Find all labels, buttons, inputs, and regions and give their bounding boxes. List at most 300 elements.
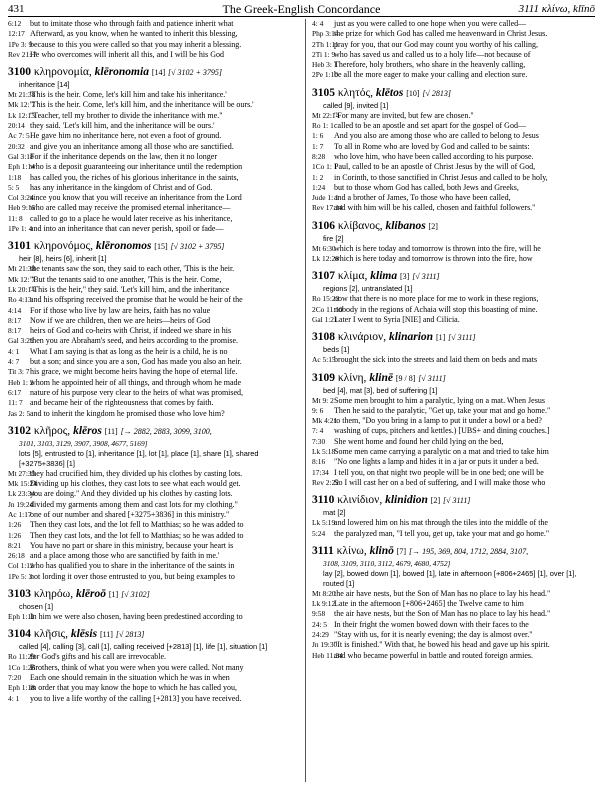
verse-line [8, 111, 300, 121]
verse-line [312, 19, 595, 29]
entry-number: 3109 [312, 371, 335, 384]
entry-number: 3104 [8, 628, 31, 641]
verse-text: So I will cast her on a bed of suffering, and I will make those who [334, 477, 546, 487]
verse-text: one of our number and shared [+3275+3836] in this ministry." [30, 509, 230, 519]
verse-text: "It is finished." With that, he bowed his head and gave up his spirit. [334, 640, 550, 650]
verse-ref: 4: 4 [312, 19, 324, 28]
verse-line [8, 663, 300, 673]
verse-ref: 2Ti 1: 9 [312, 49, 336, 59]
cross-reference: [→ 2882, 2883, 3099, 3100, [120, 426, 212, 436]
verse-ref: Ro 11:29 [8, 652, 36, 662]
verse-ref: Lk 9:12 [312, 599, 336, 609]
verse-ref: Eph 1:14 [8, 162, 35, 172]
verse-text: In him we were also chosen, having been predestined according to [30, 612, 243, 622]
verse-line [312, 630, 595, 640]
verse-ref: Col 1:12 [8, 561, 34, 571]
verse-text: Some men brought to him a paralytic, lying on a mat. When Jesus [334, 395, 545, 405]
verse-text: has called you, the riches of his glorious inheritance in the saints, [30, 172, 239, 182]
right-column [312, 19, 595, 786]
cross-reference: [√ 3111] [443, 496, 471, 506]
transliteration: klinidion [385, 494, 428, 507]
verse-line [8, 479, 300, 489]
cross-reference: [√ 3102 + 3795] [170, 242, 225, 252]
verse-ref: Mt 27:35 [8, 468, 36, 478]
gloss-line: mat [2] [323, 508, 346, 518]
verse-text: then you are Abraham's seed, and heirs according to the promise. [30, 336, 239, 346]
verse-line [312, 254, 595, 264]
verse-text: and into an inheritance that can never perish, spoil or fade— [30, 224, 224, 234]
verse-ref: Lk 5:19 [312, 518, 336, 528]
verse-text: be all the more eager to make your calling and election sure. [334, 70, 528, 80]
verse-text: who is a deposit guaranteeing our inheritance until the redemption [30, 162, 243, 172]
verse-ref: Ro 4:13 [8, 295, 32, 305]
verse-line [8, 193, 300, 203]
verse-text: which is here today and tomorrow is thrown into the fire, will he [334, 243, 541, 253]
gloss-line: lots [5], entrusted to [1], inheritance [1], lot [1], place [1], share [1], shared [+3275+3836] [1] [19, 448, 259, 468]
verse-line [312, 305, 595, 315]
frequency: [10] [406, 88, 420, 98]
gloss-line: called [9], invited [1] [323, 100, 389, 110]
verse-text: not lording it over those entrusted to you, but being examples to [30, 571, 235, 581]
verse-line [8, 694, 300, 704]
verse-text: Brothers, think of what you were when you were called. Not many [30, 662, 244, 672]
verse-text: Therefore, holy brothers, who share in the heavenly calling, [334, 60, 526, 70]
verse-ref: 2Th 1:11 [312, 39, 339, 49]
cross-reference: [√ 2813] [115, 630, 145, 640]
verse-text: Then they cast lots, and the lot fell to Matthias; so he was added to [30, 530, 244, 540]
entry-number: 3111 [312, 544, 334, 557]
verse-ref: Mt 6:30 [312, 243, 336, 253]
verse-text: since you know that you will receive an inheritance from the Lord [30, 193, 242, 203]
verse-ref: Col 3:24 [8, 193, 34, 203]
lexicon-entry [312, 371, 595, 489]
verse-line [8, 541, 300, 551]
verse-line [8, 409, 300, 419]
frequency: [11] [104, 426, 118, 436]
cross-reference: [→ 195, 369, 804, 1712, 2884, 3107, [408, 546, 529, 556]
verse-text: in Corinth, to those sanctified in Christ Jesus and called to be holy, [334, 172, 548, 182]
verse-line [8, 183, 300, 193]
cross-reference: [√ 3111] [418, 373, 446, 383]
verse-ref: 11: 7 [8, 398, 23, 408]
cross-reference: [√ 3111] [412, 272, 440, 282]
gloss-line: regions [2], untranslated [1] [323, 284, 413, 294]
verse-text: and with him will be his called, chosen and faithful followers." [334, 203, 536, 213]
verse-text: but to those whom God has called, both Jews and Greeks, [334, 182, 519, 192]
verse-line [8, 673, 300, 683]
transliteration: klēronomia [94, 66, 149, 79]
verse-text: 'This is the heir. Come, let's kill him and take his inheritance.' [30, 90, 227, 100]
entry-number: 3100 [8, 66, 31, 79]
verse-text: and his offspring received the promise that he would be heir of the [30, 295, 243, 305]
verse-text: He gave him no inheritance here, not even a foot of ground. [30, 131, 222, 141]
frequency: [2] [430, 496, 441, 506]
verse-ref: Mk 12: 7 [8, 274, 36, 284]
verse-line [312, 620, 595, 630]
page-header [8, 2, 595, 17]
verse-line [8, 50, 300, 60]
verse-line [312, 437, 595, 447]
verse-ref: 20:14 [8, 121, 25, 131]
gloss-line: chosen [1] [19, 602, 54, 612]
verse-ref: 5: 5 [8, 182, 20, 192]
verse-line [8, 326, 300, 336]
verse-line [8, 19, 300, 29]
verse-ref: Mt 9: 2 [312, 395, 334, 405]
lexicon-entry [8, 65, 300, 234]
frequency: [2] [428, 221, 438, 231]
verse-text: the tenants saw the son, they said to each other, 'This is the heir. [30, 264, 235, 274]
verse-ref: Rev 21: 7 [8, 49, 37, 59]
lexicon-entry [8, 587, 300, 622]
verse-ref: Gal 3:29 [8, 336, 34, 346]
verse-line [8, 510, 300, 520]
frequency: [1] [108, 590, 119, 600]
verse-line [8, 551, 300, 561]
verse-line [312, 131, 595, 141]
frequency: [1] [435, 333, 446, 343]
verse-line [312, 29, 595, 39]
greek-word: κλίνη, [337, 371, 367, 384]
entry-number: 3110 [312, 494, 335, 507]
cross-reference: [√ 3102 + 3795] [168, 68, 223, 78]
verse-line [312, 589, 595, 599]
verse-line [312, 457, 595, 467]
running-head: 3111 κλίνω, klīnō [518, 3, 595, 15]
verse-ref: Ac 5:15 [312, 355, 336, 365]
verse-text: and a brother of James, To those who have been called, [334, 193, 511, 203]
frequency: [3] [400, 272, 410, 282]
verse-ref: Tit 3: 7 [8, 367, 30, 377]
verse-text: but a son; and since you are a son, God has made you also an heir. [30, 357, 242, 367]
verse-ref: Mt 21:38 [8, 90, 36, 100]
verse-ref: 1: 7 [312, 141, 324, 151]
verse-text: because to this you were called so that you may inherit a blessing. [30, 39, 242, 49]
verse-line [8, 357, 300, 367]
verse-line [8, 489, 300, 499]
entry-number: 3103 [8, 588, 31, 601]
verse-text: just as you were called to one hope when you were called— [334, 19, 527, 28]
verse-line [312, 609, 595, 619]
verse-ref: Jn 19:24 [8, 499, 34, 509]
verse-line [312, 50, 595, 60]
frequency: [11] [99, 630, 113, 640]
entry-heading [312, 269, 595, 284]
gloss-line: called [4], calling [3], call [1], calling received [+2813] [1], life [1], situation [1] [19, 642, 268, 652]
column-divider [305, 19, 306, 782]
verse-text: and a place among those who are sanctified by faith in me.' [30, 551, 220, 561]
greek-word: κληρόω, [33, 588, 74, 601]
verse-ref: 8:16 [312, 457, 326, 467]
greek-word: κλίνω, [336, 544, 367, 557]
transliteration: klima [370, 270, 398, 283]
left-column [8, 19, 300, 786]
verse-line [312, 152, 595, 162]
verse-ref: 1:26 [8, 520, 22, 530]
verse-text: Afterward, as you know, when he wanted to inherit this blessing, [30, 29, 238, 39]
verse-text: "For many are invited, but few are chosen." [334, 110, 474, 120]
entry-heading [312, 219, 595, 234]
verse-line [8, 367, 300, 377]
verse-text: which is here today and tomorrow is thrown into the fire, how [334, 254, 533, 264]
verse-ref: Heb 9:15 [8, 203, 36, 213]
verse-text: but to imitate those who through faith and patience inherit what [30, 19, 234, 28]
verse-line [312, 355, 595, 365]
verse-ref: 8:17 [8, 326, 22, 336]
verse-line [8, 152, 300, 162]
verse-text: Then they cast lots, and the lot fell to Matthias; so he was added to [30, 520, 244, 530]
verse-ref: Mt 8:20 [312, 588, 336, 598]
verse-line [8, 173, 300, 183]
verse-line [312, 162, 595, 172]
verse-ref: 20:32 [8, 141, 25, 151]
entry-number: 3102 [8, 424, 31, 437]
verse-ref: 9: 6 [312, 405, 324, 415]
lexicon-entry [8, 627, 300, 703]
verse-line [8, 561, 300, 571]
verse-ref: Ro 15:23 [312, 294, 340, 304]
verse-ref: 7:20 [8, 672, 22, 682]
verse-line [8, 264, 300, 274]
verse-line [312, 294, 595, 304]
greek-word: κλῆσις, [33, 628, 68, 641]
verse-line [312, 142, 595, 152]
verse-text: For if those who live by law are heirs, faith has no value [30, 305, 211, 315]
verse-line [312, 447, 595, 457]
verse-text: for God's gifts and his call are irrevocable. [30, 652, 167, 662]
verse-ref: 1: 6 [312, 131, 324, 141]
entry-heading [312, 86, 595, 101]
greek-word: κληρονόμος, [33, 240, 93, 253]
frequency: [9 / 8] [395, 373, 416, 383]
lexicon-entry [312, 269, 595, 325]
verse-text: divided my garments among them and cast lots for my clothing." [30, 499, 238, 509]
page-number: 431 [8, 3, 25, 15]
transliteration: klinē [369, 371, 393, 384]
verse-ref: Mk 12: 7 [8, 100, 36, 110]
verse-line [8, 100, 300, 110]
verse-ref: 8:28 [312, 151, 326, 161]
verse-ref: 1Pe 3: 9 [8, 39, 33, 49]
verse-text: Dividing up his clothes, they cast lots to see what each would get. [30, 479, 241, 489]
verse-text: Later I went to Syria [NIE] and Cilicia. [334, 314, 460, 324]
verse-text: To all in Rome who are loved by God and called to be saints: [334, 141, 530, 151]
verse-ref: 1Co 1: 1 [312, 162, 338, 172]
verse-text: brought the sick into the streets and laid them on beds and mats [334, 355, 538, 365]
verse-text: and to inherit the kingdom he promised those who love him? [30, 408, 225, 418]
verse-ref: 8:21 [8, 540, 22, 550]
verse-text: nature of his purpose very clear to the heirs of what was promised, [30, 387, 244, 397]
verse-text: his grace, we might become heirs having the hope of eternal life. [30, 367, 238, 377]
verse-text: She went home and found her child lying on the bed, [334, 436, 504, 446]
verse-text: the paralyzed man, "I tell you, get up, take your mat and go home." [334, 528, 550, 538]
verse-ref: 4: 7 [8, 357, 20, 367]
verse-line [312, 70, 595, 80]
verse-line [312, 173, 595, 183]
verse-ref: 1Co 1:26 [8, 662, 36, 672]
verse-text: What I am saying is that as long as the heir is a child, he is no [30, 346, 228, 356]
verse-ref: 12:17 [8, 29, 25, 39]
verse-ref: Heb 1: 2 [8, 377, 34, 387]
verse-text: whom he appointed heir of all things, and through whom he made [30, 377, 242, 387]
transliteration: klinō [369, 544, 394, 557]
cross-reference: [√ 2813] [422, 88, 452, 98]
cross-reference: [√ 3111] [448, 333, 476, 343]
verse-line [8, 295, 300, 305]
greek-word: κλῆρος, [33, 424, 71, 437]
verse-line [8, 29, 300, 39]
verse-text: the air have nests, but the Son of Man has no place to lay his head." [334, 609, 551, 619]
entry-heading [312, 371, 595, 386]
entry-number: 3106 [312, 219, 335, 232]
verse-text: and lowered him on his mat through the tiles into the middle of the [334, 518, 548, 528]
verse-text: to them, "Do you bring in a lamp to put it under a bowl or a bed? [334, 416, 542, 426]
verse-line [312, 468, 595, 478]
verse-ref: 6:17 [8, 387, 22, 397]
transliteration: klēronomos [95, 240, 152, 253]
verse-ref: 24: 5 [312, 619, 327, 629]
verse-line [8, 121, 300, 131]
verse-line [312, 183, 595, 193]
verse-ref: Rev 17:14 [312, 203, 343, 213]
verse-text: who has qualified you to share in the inheritance of the saints in [30, 561, 235, 571]
verse-text: and became heir of the righteousness that comes by faith. [30, 398, 214, 408]
verse-ref: 26:18 [8, 551, 25, 561]
verse-line [8, 500, 300, 510]
verse-ref: Eph 1:18 [8, 683, 35, 693]
verse-line [312, 111, 595, 121]
verse-line [8, 40, 300, 50]
verse-text: in order that you may know the hope to which he has called you, [30, 683, 238, 693]
lexicon-entry [8, 424, 300, 582]
verse-line [8, 285, 300, 295]
verse-ref: Jn 19:30 [312, 640, 338, 650]
verse-ref: 4: 1 [8, 346, 20, 356]
verse-ref: Php 3:14 [312, 29, 339, 39]
verse-line [8, 520, 300, 530]
verse-ref: 5:24 [312, 528, 326, 538]
verse-ref: 24:29 [312, 629, 329, 639]
greek-word: κλινίδιον, [337, 494, 383, 507]
verse-line [8, 214, 300, 224]
verse-text: 'This is the heir. Come, let's kill him, and the inheritance will be ours.' [30, 100, 254, 110]
entry-number: 3108 [312, 331, 335, 344]
verse-text: "But the tenants said to one another, 'This is the heir. Come, [30, 274, 222, 284]
verse-ref: Jas 2: 5 [8, 408, 31, 418]
verse-line [312, 416, 595, 426]
transliteration: klinarion [388, 331, 434, 344]
verse-text: I tell you, on that night two people will be in one bed; one will be [334, 467, 544, 477]
verse-line [8, 162, 300, 172]
verse-ref: 17:34 [312, 467, 329, 477]
verse-ref: Lk 12:28 [312, 254, 339, 264]
verse-text: the prize for which God has called me heavenward in Christ Jesus. [334, 29, 548, 39]
verse-text: you to live a life worthy of the calling [+2813] you have received. [30, 693, 242, 703]
entry-heading [312, 330, 595, 345]
lexicon-entry [312, 544, 595, 661]
page-title: The Greek-English Concordance [222, 2, 381, 16]
greek-word: κληρονομία, [33, 66, 92, 79]
frequency: [14] [151, 68, 166, 78]
verse-ref: 1: 2 [312, 172, 324, 182]
verse-line [8, 347, 300, 357]
verse-text: Then he said to the paralytic, "Get up, take your mat and go home." [334, 405, 551, 415]
verse-line [8, 398, 300, 408]
entry-heading [312, 493, 595, 508]
verse-text: heirs of God and co-heirs with Christ, if indeed we share in his [30, 326, 232, 336]
verse-line [312, 121, 595, 131]
verse-ref: 6:12 [8, 19, 22, 28]
verse-line [312, 529, 595, 539]
verse-line [8, 469, 300, 479]
entry-heading [8, 424, 300, 439]
verse-ref: 1:26 [8, 530, 22, 540]
verse-text: "Teacher, tell my brother to divide the inheritance with me." [30, 110, 223, 120]
verse-text: In their fright the women bowed down with their faces to the [334, 619, 529, 629]
verse-line [8, 336, 300, 346]
verse-text: and give you an inheritance among all those who are sanctified. [30, 141, 234, 151]
verse-text: the air have nests, but the Son of Man has no place to lay his head." [334, 588, 551, 598]
verse-line [8, 652, 300, 662]
verse-ref: Jude 1: 1 [312, 193, 339, 203]
verse-text: who are called may receive the promised eternal inheritance— [30, 203, 231, 213]
verse-text: Now if we are children, then we are heirs—heirs of God [30, 315, 211, 325]
verse-line [312, 518, 595, 528]
verse-text: "No one lights a lamp and hides it in a jar or puts it under a bed. [334, 457, 539, 467]
gloss-line: lay [2], bowed down [1], bowed [1], late in afternoon [+806+2465] [1], over [1], routed [1] [323, 568, 577, 588]
verse-line [312, 244, 595, 254]
lexicon-entry [312, 219, 595, 265]
entry-number: 3107 [312, 270, 335, 283]
greek-word: κλίμα, [337, 270, 368, 283]
verse-ref: Lk 5:18 [312, 447, 336, 457]
verse-text: you are doing." And they divided up his clothes by casting lots. [30, 489, 233, 499]
verse-ref: Gal 1:21 [312, 314, 338, 324]
lexicon-entry [312, 330, 595, 365]
verse-line [8, 224, 300, 234]
greek-word: κλητός, [337, 86, 373, 99]
verse-ref: 1Pe 1: 4 [8, 224, 33, 234]
verse-ref: Mk 4:21 [312, 416, 338, 426]
verse-text: He who overcomes will inherit all this, and I will be his God [30, 49, 224, 59]
verse-ref: Mk 15:24 [8, 479, 37, 489]
verse-line [8, 612, 300, 622]
verse-text: And you also are among those who are called to belong to Jesus [334, 131, 539, 141]
verse-line [312, 599, 595, 609]
verse-line [8, 90, 300, 100]
verse-line [312, 426, 595, 436]
verse-ref: Ac 7: 5 [8, 131, 30, 141]
verse-ref: Rev 2:22 [312, 477, 339, 487]
transliteration: klēsis [70, 628, 98, 641]
verse-text: Each one should remain in the situation which he was in when [30, 672, 230, 682]
verse-text: washing of cups, pitchers and kettles.) [UBS+ and dining couches.] [334, 426, 550, 436]
entry-number: 3101 [8, 240, 31, 253]
greek-word: κλινάριον, [337, 331, 387, 344]
verse-ref: 8:17 [8, 315, 22, 325]
verse-text: they had crucified him, they divided up his clothes by casting lots. [30, 468, 243, 478]
verse-line [312, 640, 595, 650]
entry-heading [8, 239, 300, 254]
frequency: [15] [154, 242, 168, 252]
verse-ref: 1:18 [8, 172, 22, 182]
verse-ref: Ac 1:17 [8, 509, 32, 519]
entry-heading [8, 587, 300, 602]
verse-line [312, 315, 595, 325]
verse-line [312, 396, 595, 406]
verse-text: and who became powerful in battle and routed foreign armies. [334, 650, 534, 660]
verse-line [312, 203, 595, 213]
